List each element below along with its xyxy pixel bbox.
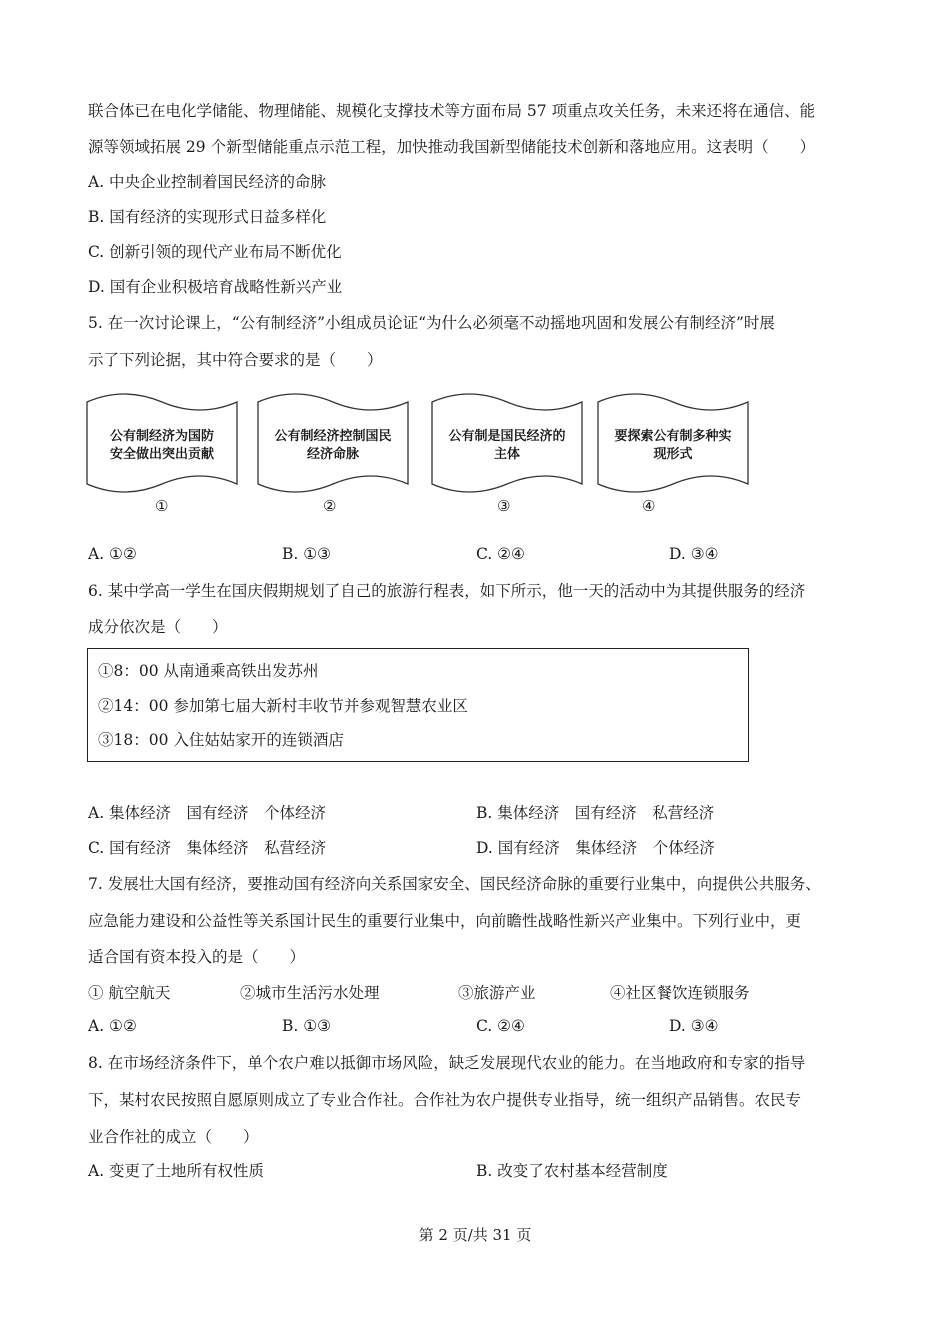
q5-flag-2 xyxy=(257,392,409,496)
q7-option-b: B. ①③ xyxy=(282,1017,332,1035)
q7-option-a: A. ①② xyxy=(88,1017,137,1035)
q4-option-c: C. 创新引领的现代产业布局不断优化 xyxy=(88,243,342,261)
q7-stem-line-1: 7. 发展壮大国有经济，要推动国有经济向关系国家安全、国民经济命脉的重要行业集中，向提供公共服务、 xyxy=(88,875,821,893)
q7-stem-line-3: 适合国有资本投入的是（ ） xyxy=(88,948,306,966)
q5-option-d: D. ③④ xyxy=(669,545,719,563)
q8-stem-line-2: 下，某村农民按照自愿原则成立了专业合作社。合作社为农户提供专业指导，统一组织产品销售。农民专 xyxy=(88,1091,802,1109)
q6-schedule-item-1: ①8：00 从南通乘高铁出发苏州 xyxy=(98,662,319,680)
q5-stem-line-2: 示了下列论据，其中符合要求的是（ ） xyxy=(88,351,383,369)
q7-item-2: ②城市生活污水处理 xyxy=(240,984,380,1002)
q7-option-d: D. ③④ xyxy=(669,1017,719,1035)
q8-option-b: B. 改变了农村基本经营制度 xyxy=(476,1162,668,1180)
q6-option-c: C. 国有经济 集体经济 私营经济 xyxy=(88,839,327,857)
q5-option-a: A. ①② xyxy=(88,545,137,563)
q6-stem-line-2: 成分依次是（ ） xyxy=(88,618,228,636)
q5-flag-2-number: ② xyxy=(323,497,337,515)
q4-stem-line-2: 源等领域拓展 29 个新型储能重点示范工程，加快推动我国新型储能技术创新和落地应用。这表明（ ） xyxy=(88,138,816,156)
q8-stem-line-1: 8. 在市场经济条件下，单个农户难以抵御市场风险，缺乏发展现代农业的能力。在当地政府和专家的指导 xyxy=(88,1054,806,1072)
q5-option-b: B. ①③ xyxy=(282,545,332,563)
q5-flag-3-number: ③ xyxy=(497,497,511,515)
q6-schedule-box xyxy=(87,648,749,762)
q4-option-a: A. 中央企业控制着国民经济的命脉 xyxy=(88,173,327,191)
q8-option-a: A. 变更了土地所有权性质 xyxy=(88,1162,265,1180)
q5-flag-2-text: 公有制经济控制国民 经济命脉 xyxy=(274,429,392,462)
q5-flag-4-text: 要探索公有制多种实 现形式 xyxy=(614,429,732,462)
q5-flag-3-text: 公有制是国民经济的 主体 xyxy=(448,429,566,462)
q7-stem-line-2: 应急能力建设和公益性等关系国计民生的重要行业集中，向前瞻性战略性新兴产业集中。下列行业中，更 xyxy=(88,912,802,930)
q6-option-b: B. 集体经济 国有经济 私营经济 xyxy=(476,804,715,822)
q7-item-1: ① 航空航天 xyxy=(88,984,171,1002)
q6-schedule-item-2: ②14：00 参加第七届大新村丰收节并参观智慧农业区 xyxy=(98,697,468,715)
q4-stem-line-1: 联合体已在电化学储能、物理储能、规模化支撑技术等方面布局 57 项重点攻关任务，未来还将在通信、能 xyxy=(88,102,816,120)
q5-flag-1 xyxy=(86,392,238,496)
q5-flag-4 xyxy=(597,392,749,496)
q5-flag-1-number: ① xyxy=(155,497,169,515)
q8-stem-line-3: 业合作社的成立（ ） xyxy=(88,1128,259,1146)
q4-option-d: D. 国有企业积极培育战略性新兴产业 xyxy=(88,278,343,296)
q6-option-a: A. 集体经济 国有经济 个体经济 xyxy=(88,804,327,822)
q6-stem-line-1: 6. 某中学高一学生在国庆假期规划了自己的旅游行程表，如下所示，他一天的活动中为其提供服务的经济 xyxy=(88,582,806,600)
q5-flag-1-text: 公有制经济为国防 安全做出突出贡献 xyxy=(109,429,214,462)
q5-option-c: C. ②④ xyxy=(476,545,525,563)
q6-schedule-item-3: ③18：00 入住姑姑家开的连锁酒店 xyxy=(98,731,344,749)
q7-item-4: ④社区餐饮连锁服务 xyxy=(610,984,750,1002)
q6-option-d: D. 国有经济 集体经济 个体经济 xyxy=(476,839,715,857)
q4-option-b: B. 国有经济的实现形式日益多样化 xyxy=(88,208,327,226)
q5-stem-line-1: 5. 在一次讨论课上，“公有制经济”小组成员论证“为什么必须毫不动摇地巩固和发展公有制经济”时展 xyxy=(88,314,775,332)
page-footer: 第 2 页/共 31 页 xyxy=(418,1226,532,1244)
q7-option-c: C. ②④ xyxy=(476,1017,525,1035)
q5-flag-3 xyxy=(431,392,583,496)
q5-flag-4-number: ④ xyxy=(642,497,656,515)
q7-item-3: ③旅游产业 xyxy=(458,984,536,1002)
